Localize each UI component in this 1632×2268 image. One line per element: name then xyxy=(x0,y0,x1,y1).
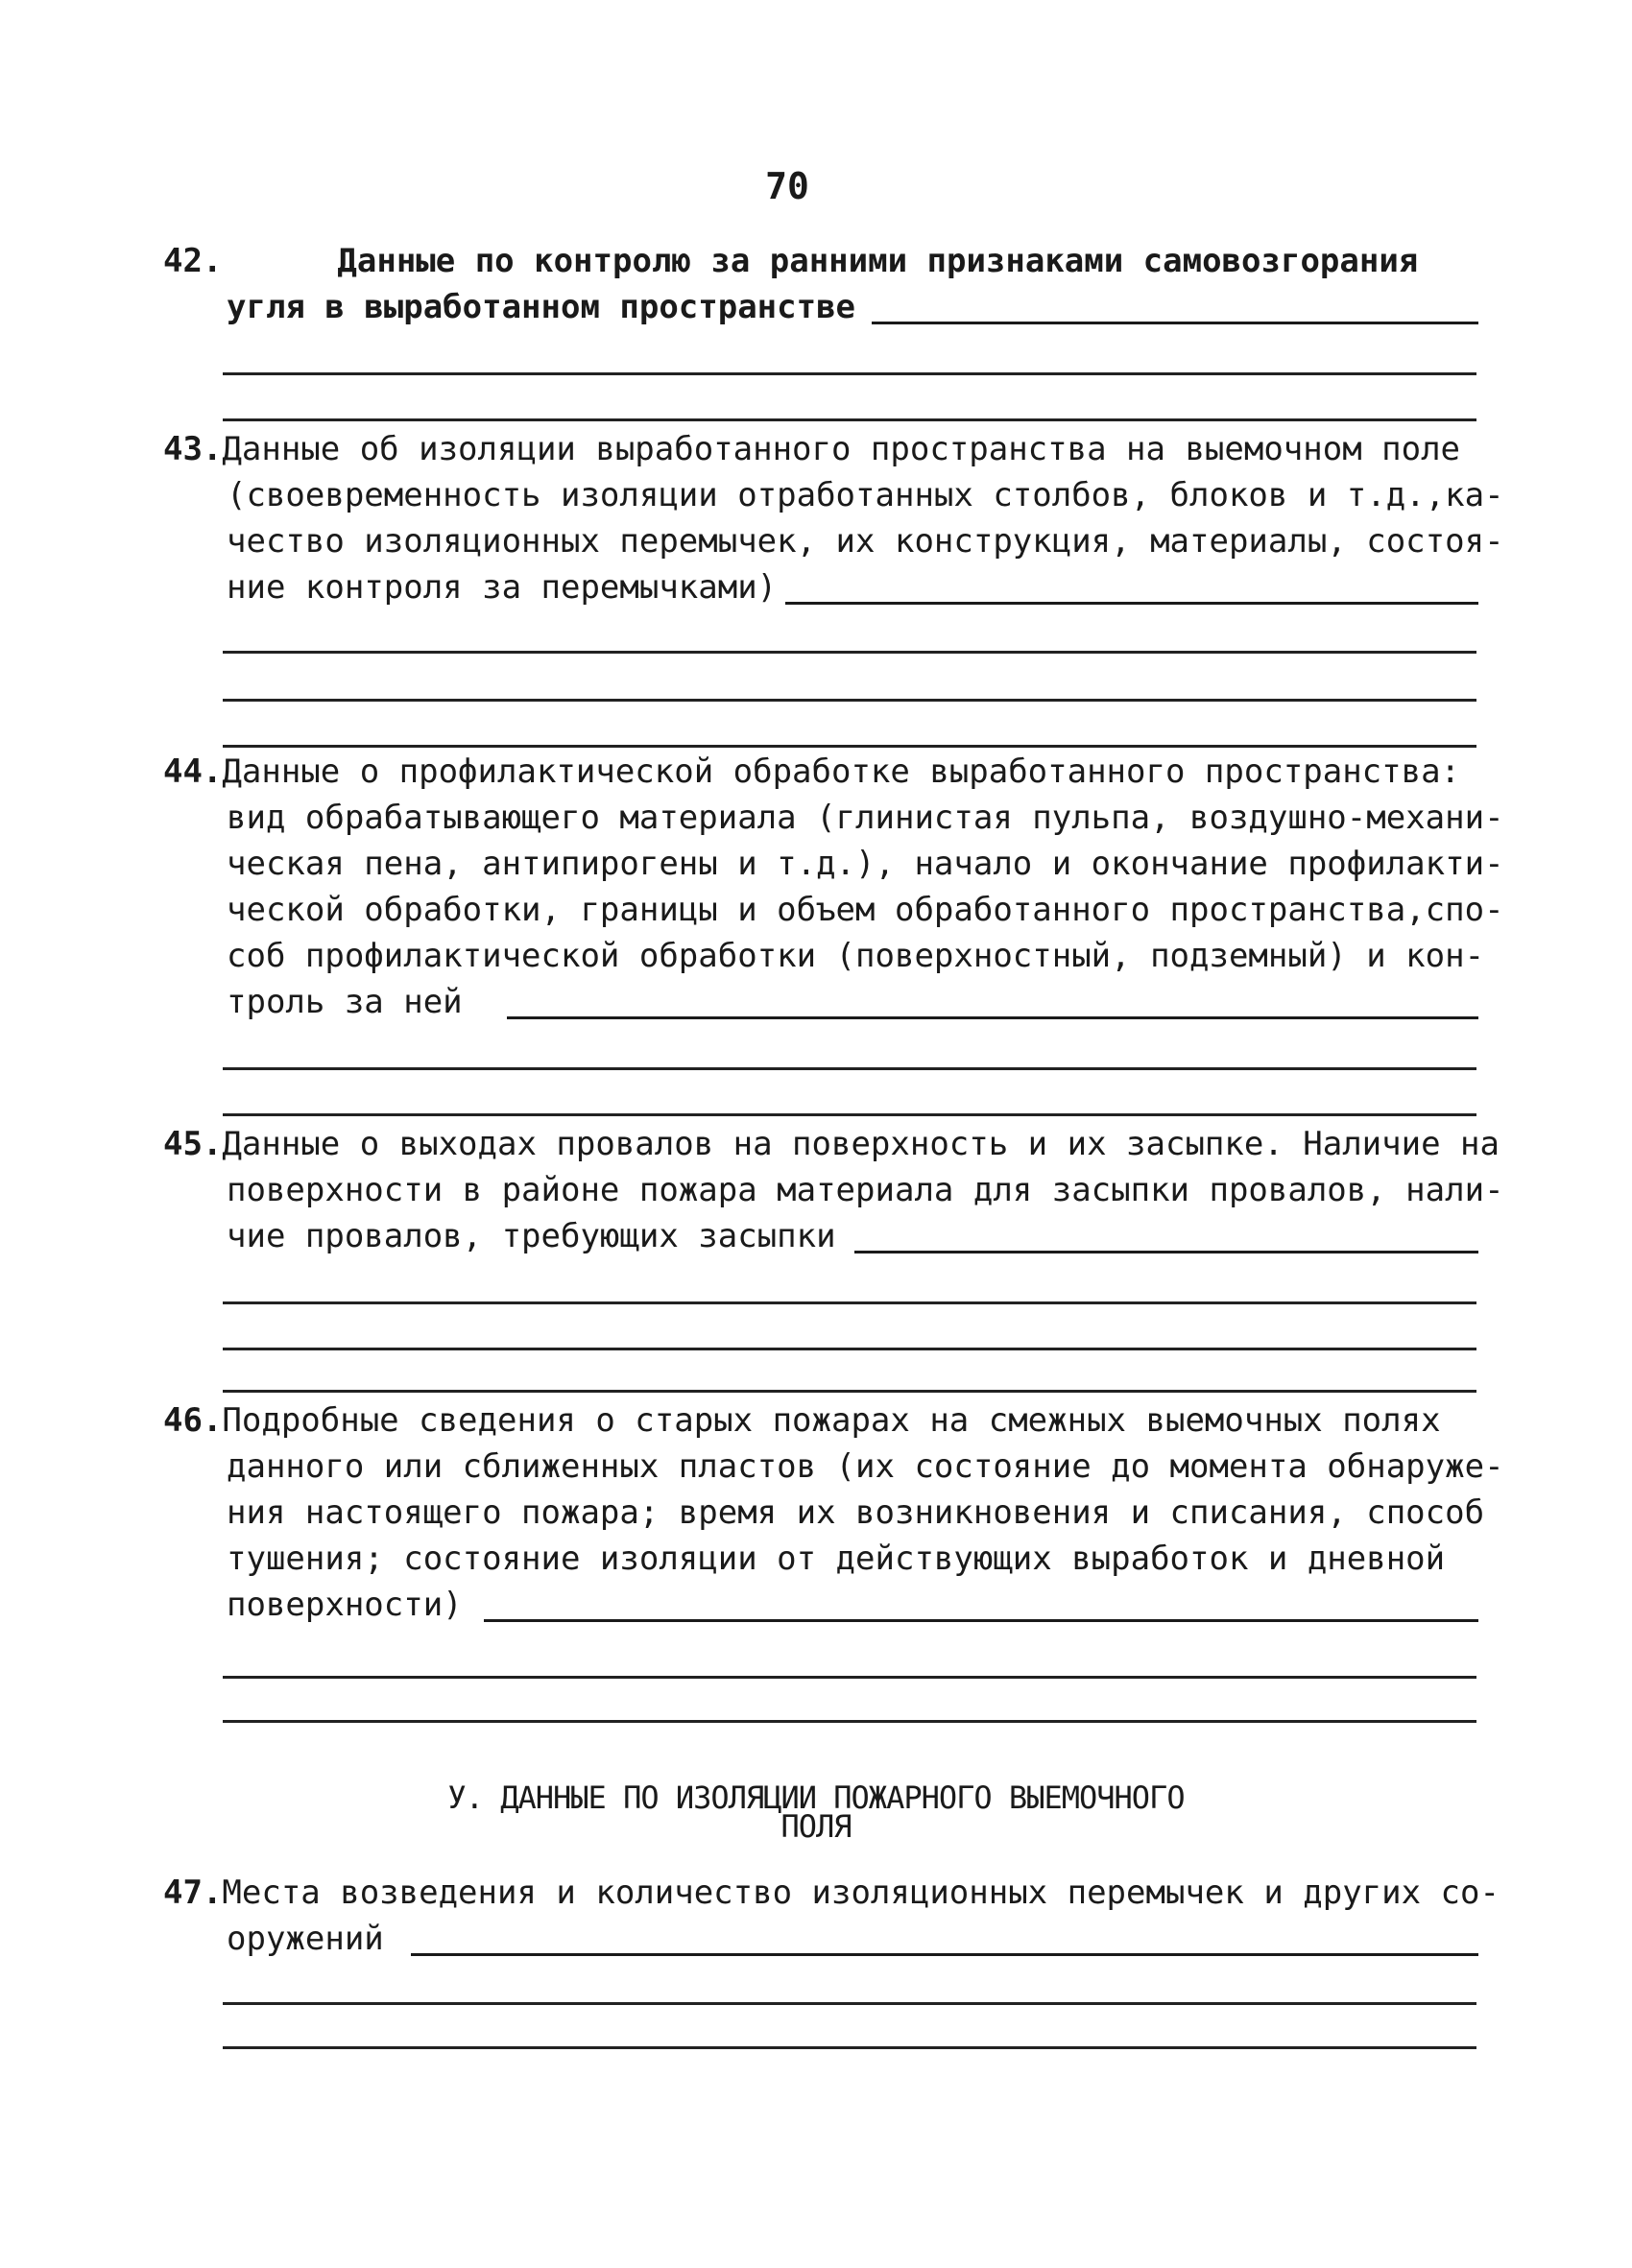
item-line: Данные по контролю за ранними признаками самовозгорания xyxy=(337,242,1419,280)
section-title-line: ПОЛЯ xyxy=(780,1808,852,1845)
item-line: поверхности) xyxy=(227,1586,463,1624)
item-line: Данные об изоляции выработанного пространства на выемочном поле xyxy=(222,430,1461,468)
answer-line[interactable] xyxy=(223,1676,1476,1679)
answer-line[interactable] xyxy=(223,2002,1476,2005)
item-line: ческая пена, антипирогены и т.д.), начало и окончание профилакти- xyxy=(227,845,1504,883)
item-number: 46. xyxy=(163,1401,223,1440)
item-line: угля в выработанном пространстве xyxy=(227,288,856,326)
fill-in-line[interactable] xyxy=(785,602,1478,605)
item-line: вид обрабатывающего материала (глинистая пульпа, воздушно-механи- xyxy=(227,799,1504,837)
item-line: соб профилактической обработки (поверхностный, подземный) и кон- xyxy=(227,937,1485,975)
fill-in-line[interactable] xyxy=(484,1619,1478,1622)
item-line: чество изоляционных перемычек, их конструкция, материалы, состоя- xyxy=(227,522,1504,561)
item-47 xyxy=(163,1870,1500,1962)
item-line: Данные о выходах провалов на поверхность и их засыпке. Наличие на xyxy=(222,1125,1500,1163)
item-line: поверхности в районе пожара материала для засыпки провалов, нали- xyxy=(227,1171,1504,1209)
item-42 xyxy=(163,238,1478,330)
answer-line[interactable] xyxy=(223,1301,1476,1304)
item-number: 43. xyxy=(163,430,223,468)
item-number: 45. xyxy=(163,1125,223,1163)
answer-line[interactable] xyxy=(223,1390,1476,1393)
fill-in-line[interactable] xyxy=(411,1953,1478,1956)
item-line: ние контроля за перемычками) xyxy=(227,568,778,607)
item-line: оружений xyxy=(227,1920,384,1958)
item-line: Места возведения и количество изоляционных перемычек и других со- xyxy=(222,1874,1500,1912)
item-43 xyxy=(163,426,1504,610)
answer-line[interactable] xyxy=(223,745,1476,748)
fill-in-line[interactable] xyxy=(507,1016,1478,1019)
answer-line[interactable] xyxy=(223,1720,1476,1723)
answer-line[interactable] xyxy=(223,2046,1476,2049)
item-line: чие провалов, требующих засыпки xyxy=(227,1217,836,1255)
section-title-line: У. ДАННЫЕ ПО ИЗОЛЯЦИИ ПОЖАРНОГО ВЫЕМОЧНОГО xyxy=(447,1779,1185,1816)
item-number: 42. xyxy=(163,242,223,280)
item-line: данного или сближенных пластов (их состояние до момента обнаруже- xyxy=(227,1447,1504,1486)
answer-line[interactable] xyxy=(223,418,1476,421)
item-number: 47. xyxy=(163,1874,223,1912)
item-line: ческой обработки, границы и объем обработанного пространства,спо- xyxy=(227,891,1504,929)
fill-in-line[interactable] xyxy=(872,322,1478,324)
item-line: Данные о профилактической обработке выработанного пространства: xyxy=(222,752,1461,791)
answer-line[interactable] xyxy=(223,1067,1476,1070)
answer-line[interactable] xyxy=(223,699,1476,702)
answer-line[interactable] xyxy=(223,651,1476,654)
answer-line[interactable] xyxy=(223,372,1476,375)
item-45 xyxy=(163,1121,1504,1259)
answer-line[interactable] xyxy=(223,1348,1476,1350)
item-line: (своевременность изоляции отработанных столбов, блоков и т.д.,ка- xyxy=(227,476,1504,514)
item-46 xyxy=(163,1397,1504,1628)
item-line: тушения; состояние изоляции от действующих выработок и дневной xyxy=(227,1540,1446,1578)
item-line: Подробные сведения о старых пожарах на смежных выемочных полях xyxy=(222,1401,1441,1440)
answer-line[interactable] xyxy=(223,1113,1476,1116)
page-number: 70 xyxy=(765,165,809,207)
fill-in-line[interactable] xyxy=(854,1251,1478,1253)
item-line: троль за ней xyxy=(227,983,463,1021)
section-title xyxy=(0,1779,1632,1845)
item-44 xyxy=(163,749,1504,1025)
item-number: 44. xyxy=(163,752,223,791)
item-line: ния настоящего пожара; время их возникновения и списания, способ xyxy=(227,1493,1485,1532)
